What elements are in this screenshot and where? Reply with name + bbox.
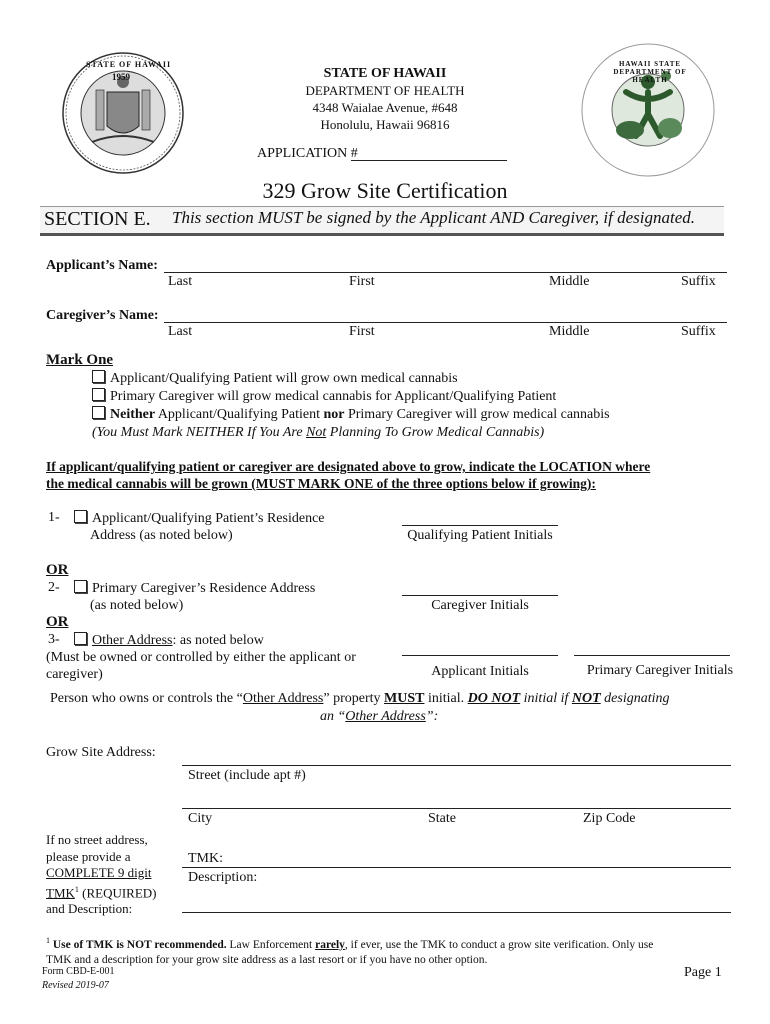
location-instruction-2: the medical cannabis will be grown (MUST MARK ONE of the three options below if growing): [46,476,596,491]
doh-logo-text: HAWAII STATE DEPARTMENT OF HEALTH [613,60,687,84]
state-seal-logo [62,52,184,174]
caregiver-last-label: Last [168,324,193,339]
applicant-middle-label: Middle [549,274,590,289]
location-opt3[interactable]: Other Address: as noted below [74,632,264,649]
other-address-instruction-2: an “Other Address”: [320,709,439,724]
primary-caregiver-initials-field[interactable] [574,655,730,656]
street-field[interactable] [182,765,731,766]
caregiver-initials-field[interactable] [402,595,558,596]
description-field[interactable] [182,912,731,913]
or-label-2: OR [46,614,69,630]
page-number: Page 1 [684,965,722,980]
checkbox-icon[interactable] [74,632,87,645]
seal-year: 1959 [112,72,130,82]
caregiver-middle-label: Middle [549,324,590,339]
or-label-1: OR [46,562,69,578]
zip-label: Zip Code [583,811,636,826]
tmk-label: TMK: [188,851,223,866]
header-address2: Honolulu, Hawaii 96816 [320,117,450,132]
caregiver-name-field[interactable] [164,322,727,323]
application-label: APPLICATION # [257,146,358,161]
seal-text: STATE OF HAWAII [86,60,172,69]
applicant-initials-field[interactable] [402,655,558,656]
location-opt1-num: 1- [48,510,60,525]
section-instruction: This section MUST be signed by the Applicant AND Caregiver, if designated. [172,208,696,227]
checkbox-icon[interactable] [92,370,105,383]
location-opt1-line2: Address (as noted below) [90,528,233,543]
location-opt3-line3: caregiver) [46,667,103,682]
city-state-zip-field[interactable] [182,808,731,809]
form-number: Form CBD-E-001 [42,966,115,977]
mark-option-2[interactable]: Primary Caregiver will grow medical cannabis for Applicant/Qualifying Patient [92,388,556,405]
checkbox-icon[interactable] [74,580,87,593]
caregiver-first-label: First [349,324,375,339]
applicant-name-field[interactable] [164,272,727,273]
city-label: City [188,811,213,826]
location-instruction-1: If applicant/qualifying patient or caregiver are designated above to grow, indicate the LOCATION where [46,459,651,474]
tmk-field[interactable] [182,867,731,868]
header-department: DEPARTMENT OF HEALTH [305,83,465,98]
no-street-instruction: If no street address, please provide a COMPLETE 9 digit TMK$^1$ (REQUIRED) and Description: [46,832,157,917]
caregiver-suffix-label: Suffix [681,324,716,339]
section-label: SECTION E. [44,208,151,230]
applicant-first-label: First [349,274,375,289]
location-opt3-num: 3- [48,632,60,647]
primary-caregiver-initials-label: Primary Caregiver Initials [586,663,734,678]
checkbox-icon[interactable] [92,406,105,419]
mark-one-heading: Mark One [46,352,114,368]
footnote: $^1$ Use of TMK is NOT recommended. Law Enforcement rarely, if ever, use the TMK to conduct a grow site verification. Only use TMK and a description for your grow site address as a last resort or if you have no other option. [46,936,654,966]
form-title: 329 Grow Site Certification [262,178,508,203]
other-address-instruction: Person who owns or controls the “Other Address” property MUST initial. DO NOT initial if NOT designating [50,691,670,706]
applicant-last-label: Last [168,274,193,289]
applicant-suffix-label: Suffix [681,274,716,289]
applicant-name-label: Applicant’s Name: [46,258,158,273]
grow-site-label: Grow Site Address: [46,745,156,760]
state-label: State [428,811,456,826]
application-number-field[interactable] [351,160,507,161]
description-label: Description: [188,870,258,885]
street-label: Street (include apt #) [188,768,306,783]
mark-one-note: (You Must Mark NEITHER If You Are Not Planning To Grow Medical Cannabis) [92,425,545,440]
qualifying-patient-initials-label: Qualifying Patient Initials [407,528,553,543]
location-opt2-num: 2- [48,580,60,595]
checkbox-icon[interactable] [74,510,87,523]
checkbox-icon[interactable] [92,388,105,401]
mark-option-3[interactable]: Neither Applicant/Qualifying Patient nor Primary Caregiver will grow medical cannabis [92,406,610,423]
revised-date: Revised 2019-07 [42,980,109,991]
location-opt3-line2: (Must be owned or controlled by either the applicant or [46,650,356,665]
caregiver-name-label: Caregiver’s Name: [46,308,159,323]
location-opt2-line2: (as noted below) [90,598,184,613]
location-opt1[interactable]: Applicant/Qualifying Patient’s Residence [74,510,325,527]
header-state: STATE OF HAWAII [323,66,447,81]
header-address1: 4348 Waialae Avenue, #648 [312,100,458,115]
caregiver-initials-label: Caregiver Initials [431,598,529,613]
location-opt2[interactable]: Primary Caregiver’s Residence Address [74,580,315,597]
applicant-initials-label: Applicant Initials [431,664,529,679]
qualifying-patient-initials-field[interactable] [402,525,558,526]
mark-option-1[interactable]: Applicant/Qualifying Patient will grow own medical cannabis [92,370,458,387]
